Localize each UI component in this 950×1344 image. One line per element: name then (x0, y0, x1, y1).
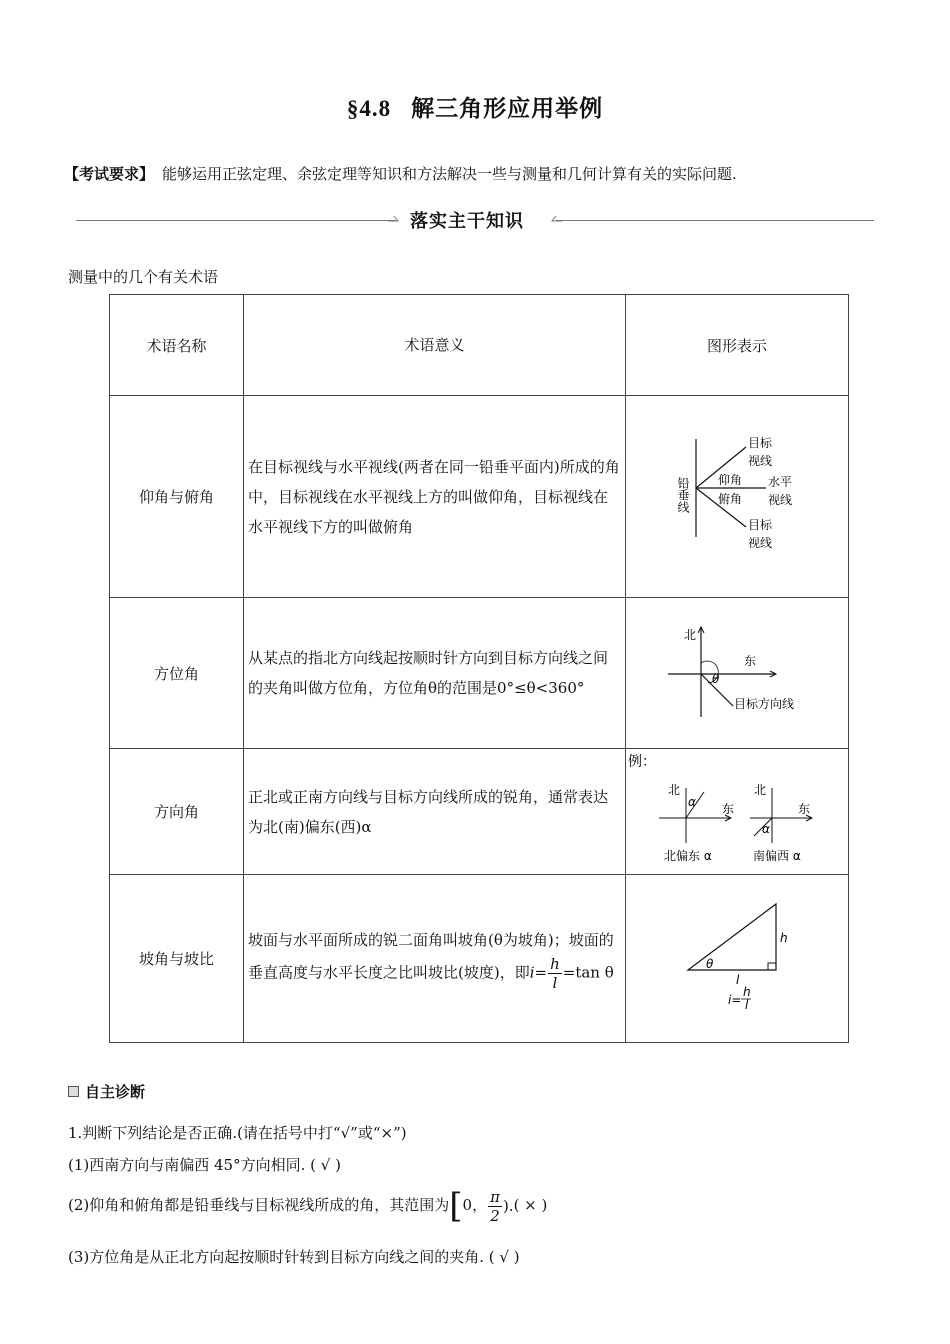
table-row (110, 598, 849, 749)
requirement-text: 能够运用正弦定理、余弦定理等知识和方法解决一些与测量和几何计算有关的实际问题. (162, 165, 737, 183)
fig1-label: 视线 (748, 535, 773, 550)
slope-text: 坡面与水平面所成的锐二面角叫坡角(θ为坡角)；坡面的垂直高度与水平长度之比叫坡比(坡度)，即 (248, 931, 614, 982)
table-header-row (110, 295, 849, 396)
diagnosis-heading (68, 1081, 145, 1102)
term-meaning: 在目标视线与水平视线(两者在同一铅垂平面内)所成的角中，目标视线在水平视线上方的叫做仰角，目标视线在水平视线下方的叫做俯角 (244, 396, 626, 598)
fig1-label: 视线 (748, 453, 773, 468)
arrow-icon (388, 214, 402, 226)
question-1: (1)西南方向与南偏西 45°方向相同. ( √ ) (68, 1156, 341, 1174)
section-line-left (76, 220, 396, 221)
frac-denominator: 2 (490, 1206, 500, 1225)
frac-numerator: π (490, 1187, 500, 1206)
header-cell: 图形表示 (626, 295, 849, 396)
term-name: 方位角 (110, 598, 244, 749)
figure-direction (626, 749, 849, 875)
fig3-label: 东 (722, 801, 735, 816)
exam-requirement (64, 163, 737, 184)
fig3-label: 例： (628, 753, 656, 770)
direction-figure (626, 750, 848, 874)
figure-slope (626, 875, 849, 1043)
slope-fraction (548, 955, 562, 992)
fig3-label: 东 (798, 801, 811, 816)
fig3-label: 北 (754, 782, 767, 797)
q2-bracket: ). (502, 1197, 514, 1215)
section-number: §4.8 (346, 96, 392, 121)
fig1-label: 视线 (768, 492, 793, 507)
fig1-label: 铅垂线 (676, 476, 690, 513)
question-3: (3)方位角是从正北方向起按顺时针转到目标方向线之间的夹角. ( √ ) (68, 1248, 520, 1266)
term-name: 仰角与俯角 (110, 396, 244, 598)
term-meaning: 从某点的指北方向线起按顺时针方向到目标方向线之间的夹角叫做方位角，方位角θ的范围是0°≤θ<360° (244, 598, 626, 749)
fig4-label: h (743, 984, 751, 999)
fig1-label: 水平 (768, 474, 793, 489)
q2-fraction (488, 1188, 502, 1225)
table-row (110, 875, 849, 1043)
fig1-label: 目标 (748, 517, 773, 532)
fig3-label: α (688, 794, 696, 809)
question-intro: 1.判断下列结论是否正确.(请在括号中打“√”或“×”) (68, 1124, 407, 1142)
azimuth-figure (626, 599, 848, 747)
q2-answer: ( × ) (513, 1196, 548, 1214)
fig1-label: 目标 (748, 435, 773, 450)
fig4-label: i= (728, 992, 742, 1007)
fig2-label: θ (712, 672, 720, 686)
q2-zero: 0， (462, 1196, 488, 1214)
question-2 (68, 1186, 547, 1226)
section-line-right (556, 220, 874, 221)
slope-tan: =tan θ (562, 963, 614, 982)
elevation-figure (626, 397, 848, 597)
terms-table (109, 294, 849, 1043)
fig3-caption: 北偏东 α (664, 848, 712, 863)
section-title: 落实主干知识 (410, 211, 524, 232)
term-name: 坡角与坡比 (110, 875, 244, 1043)
term-meaning (244, 875, 626, 1043)
fig2-label: 北 (684, 628, 697, 642)
square-icon (68, 1086, 79, 1097)
q2-text: (2)仰角和俯角都是铅垂线与目标视线所成的角，其范围为 (68, 1196, 450, 1214)
page-title (0, 90, 950, 123)
header-cell: 术语名称 (110, 295, 244, 396)
fig3-caption: 南偏西 α (753, 848, 801, 863)
term-name: 方向角 (110, 749, 244, 875)
frac-numerator: h (550, 955, 560, 973)
intro-text: 测量中的几个有关术语 (68, 268, 219, 286)
table-row (110, 396, 849, 598)
fig2-label: 东 (744, 654, 757, 668)
term-meaning: 正北或正南方向线与目标方向线所成的锐角，通常表达为北(南)偏东(西)α (244, 749, 626, 875)
fig3-label: 北 (668, 782, 681, 797)
fig4-label: θ (706, 956, 714, 971)
slope-i: i= (529, 963, 548, 982)
fig4-label: h (780, 930, 788, 945)
requirement-label: 【考试要求】 (64, 165, 155, 183)
slope-figure (626, 876, 848, 1042)
table-row (110, 749, 849, 875)
figure-azimuth (626, 598, 849, 749)
header-cell: 术语意义 (244, 295, 626, 396)
fig4-label: l (736, 972, 740, 987)
fig4-label: l (745, 997, 749, 1012)
frac-denominator: l (552, 974, 558, 992)
fig1-label: 俯角 (718, 491, 743, 506)
title-text: 解三角形应用举例 (411, 96, 604, 122)
fig2-label: 目标方向线 (734, 697, 795, 711)
figure-elevation-depression (626, 396, 849, 598)
fig3-label: α (762, 821, 770, 836)
q2-bracket: [ (449, 1186, 463, 1226)
section-bar (76, 204, 874, 238)
diagnosis-title: 自主诊断 (85, 1083, 146, 1101)
fig1-label: 仰角 (718, 472, 743, 487)
